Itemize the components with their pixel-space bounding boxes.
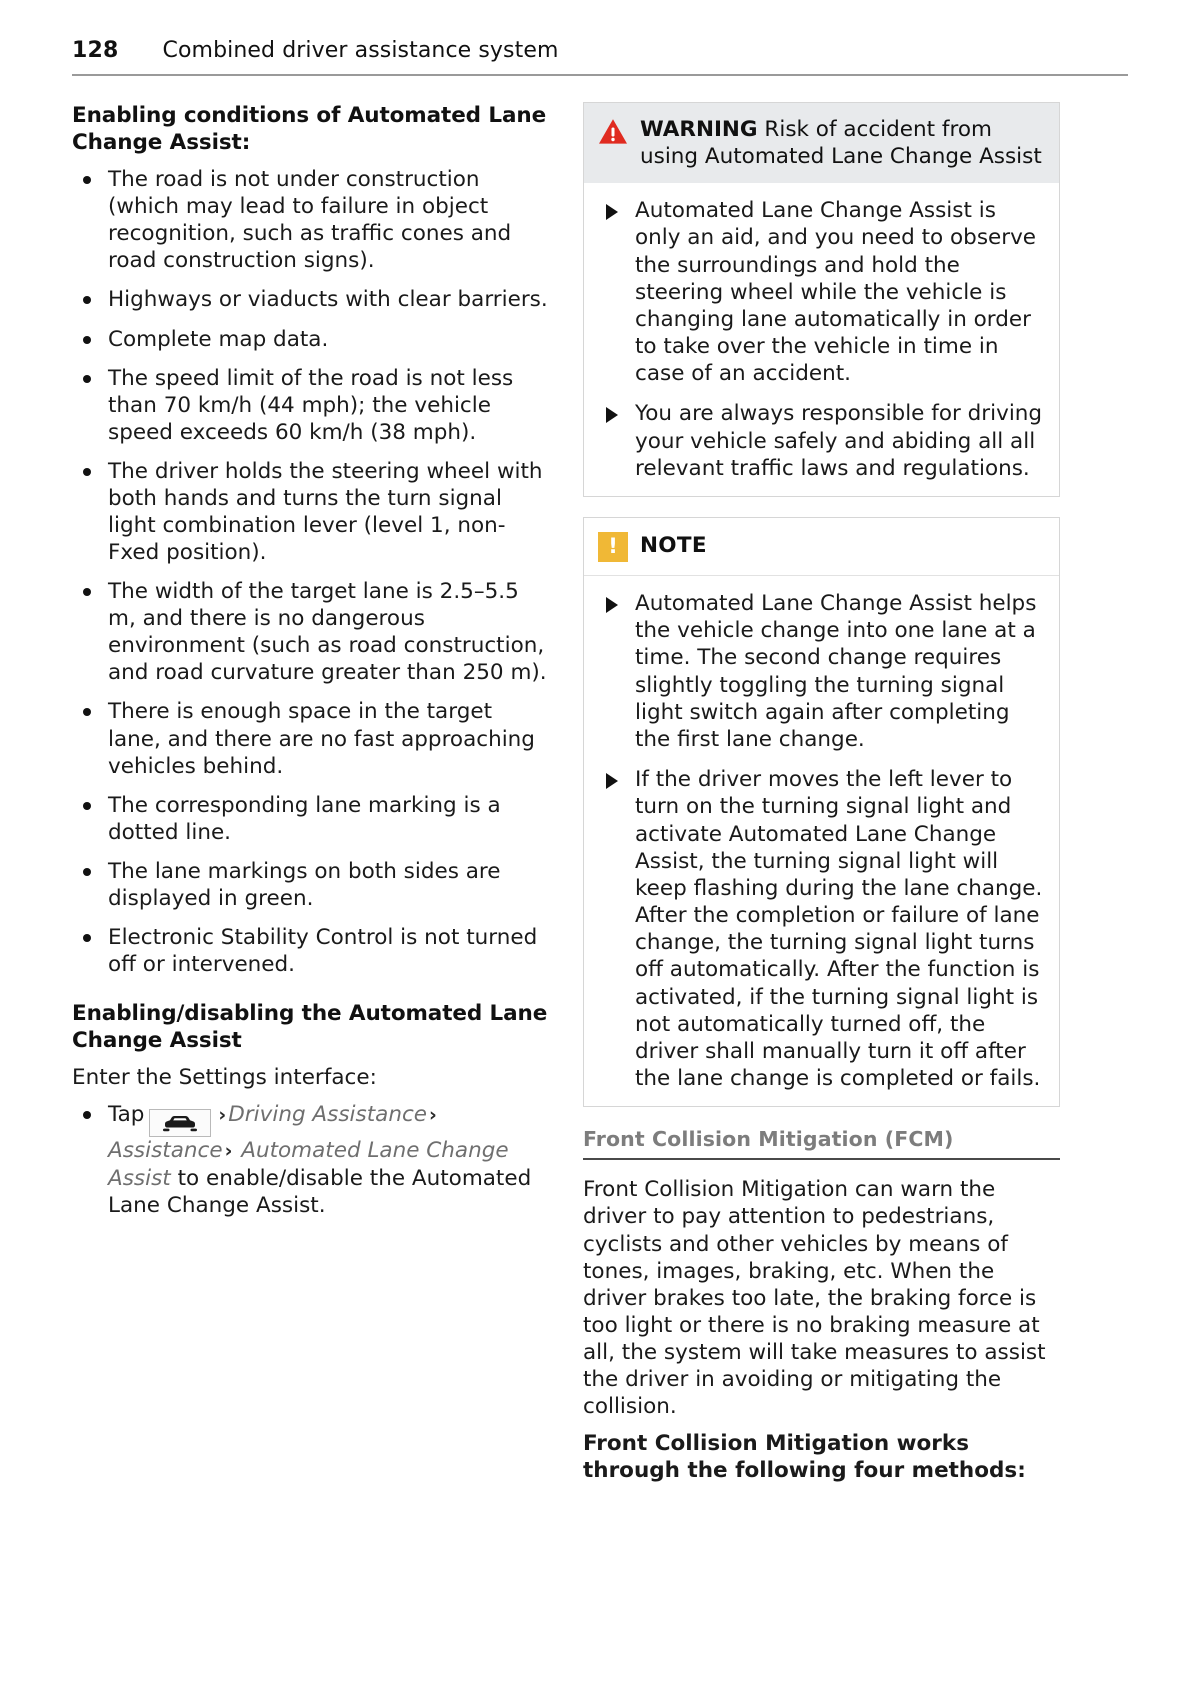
list-item [72,792,549,846]
settings-intro-text: Enter the Settings interface: [72,1065,377,1091]
bullet-dot-icon [83,468,91,476]
list-item [72,286,549,313]
chevron-right-icon: › [429,1104,437,1127]
warning-item-list [598,197,1045,482]
tap-step-list [72,1101,549,1218]
list-item-text: Automated Lane Change Assist is only an aid, and you need to observe the surroundings and hold the steering wheel while the vehicle is changing lane automatically in order to take over the vehicle in time in case of an accident. [635,198,1037,387]
list-item [72,858,549,912]
list-item [72,578,549,686]
page-columns [72,102,1128,1494]
tap-label: Tap [108,1102,145,1128]
warning-box-header [584,103,1059,183]
right-column [583,102,1060,1494]
list-item-text: The width of the target lane is 2.5–5.5 m, and there is no dangerous environment (such as road construction, and road curvature greater than 250 m). [108,579,547,686]
car-front-icon[interactable] [149,1109,211,1137]
triangle-bullet-icon [606,773,618,789]
page-title: Combined driver assistance system [162,38,559,63]
list-item-text: Automated Lane Change Assist helps the vehicle change into one lane at a time. The second change requires slightly toggling the turning signal light switch again after completing the first lane change. [635,591,1037,752]
fcm-paragraph: Front Collision Mitigation can warn the driver to pay attention to pedestrians, cyclists and other vehicles by means of tones, images, braking, etc. When the driver brakes too late, the braking force is too light or there is no braking measure at all, the system will take measures to assist the driver in avoiding or mitigating the collision. [583,1177,1046,1420]
list-item-text: The speed limit of the road is not less than 70 km/h (44 mph); the vehicle speed exceeds 60 km/h (38 mph). [108,365,514,445]
chevron-right-icon: › [224,1140,233,1163]
list-item [72,458,549,566]
note-label: NOTE [640,533,707,559]
list-item-text: The road is not under construction (which may lead to failure in object recognition, such as traffic cones and road construction signs). [108,167,512,274]
triangle-bullet-icon [606,407,618,423]
bullet-dot-icon [83,708,91,716]
page-header [72,38,1128,76]
list-item-tap-step [72,1101,549,1218]
page-number: 128 [72,38,119,63]
list-item-text: There is enough space in the target lane, and there are no fast approaching vehicles behind. [108,699,535,779]
menu-path-driving-assistance[interactable]: Driving Assistance [228,1102,427,1128]
warning-triangle-icon [598,118,628,149]
note-box [583,517,1060,1107]
list-item-text: Electronic Stability Control is not turned off or intervened. [108,925,538,978]
list-item-text: If the driver moves the left lever to turn on the turning signal light and activate Automated Lane Change Assist, the turning signal light will keep flashing during the lane change. After the completion or failure of lane change, the turning signal light turns off automatically. After the function is activated, if the turning signal light is not automatically turned off, the driver shall manually turn it off after the lane change is completed or fails. [635,767,1043,1092]
list-item [598,590,1045,753]
warning-box [583,102,1060,497]
list-item-text: You are always responsible for driving your vehicle safely and abiding all all relevant traffic laws and regulations. [635,401,1043,481]
note-exclamation-icon [598,532,628,562]
exclamation-glyph: ! [608,534,618,559]
enabling-conditions-list [72,166,549,978]
list-item [72,326,549,353]
list-item [598,197,1045,387]
list-item [72,924,549,978]
left-column [72,102,549,1219]
bullet-dot-icon [83,375,91,383]
list-item [72,698,549,779]
menu-path-assistance[interactable]: Assistance [108,1138,223,1164]
bullet-dot-icon [83,336,91,344]
section-heading-fcm: Front Collision Mitigation (FCM) [583,1127,1060,1160]
chevron-right-icon: › [218,1104,227,1127]
menu-path-automated-lane-change-assist[interactable]: Automated Lane Change Assist [108,1138,509,1191]
bullet-dot-icon [83,588,91,596]
list-item-text: The corresponding lane marking is a dotted line. [108,792,501,845]
bullet-dot-icon [83,176,91,184]
warning-box-body [584,183,1059,496]
note-item-list [598,590,1045,1092]
list-item [72,365,549,446]
note-box-header [584,518,1059,576]
heading-enabling-conditions: Enabling conditions of Automated Lane Change Assist: [72,103,547,156]
bullet-dot-icon [83,868,91,876]
list-item-text: The driver holds the steering wheel with both hands and turns the turn signal light combination lever (level 1, non-Fxed position). [108,458,543,566]
list-item-text: Complete map data. [108,326,329,352]
bullet-dot-icon [83,802,91,810]
list-item [598,400,1045,482]
triangle-bullet-icon [606,204,618,220]
heading-enabling-disabling: Enabling/disabling the Automated Lane Change Assist [72,1001,548,1054]
bullet-dot-icon [83,934,91,942]
warning-title-text: Risk of accident from using Automated Lane Change Assist [640,117,1042,170]
fcm-methods-intro: Front Collision Mitigation works through the following four methods: [583,1431,1026,1484]
triangle-bullet-icon [606,597,618,613]
note-box-body [584,576,1059,1106]
list-item [72,166,549,274]
warning-box-title [640,116,1045,170]
bullet-dot-icon [83,296,91,304]
tap-step-suffix: to enable/disable the Automated Lane Change Assist. [108,1165,532,1218]
warning-keyword: WARNING [640,117,758,142]
list-item-text: The lane markings on both sides are displayed in green. [108,858,501,911]
list-item [598,766,1045,1092]
bullet-dot-icon [83,1111,91,1119]
list-item-text: Highways or viaducts with clear barriers. [108,287,548,313]
